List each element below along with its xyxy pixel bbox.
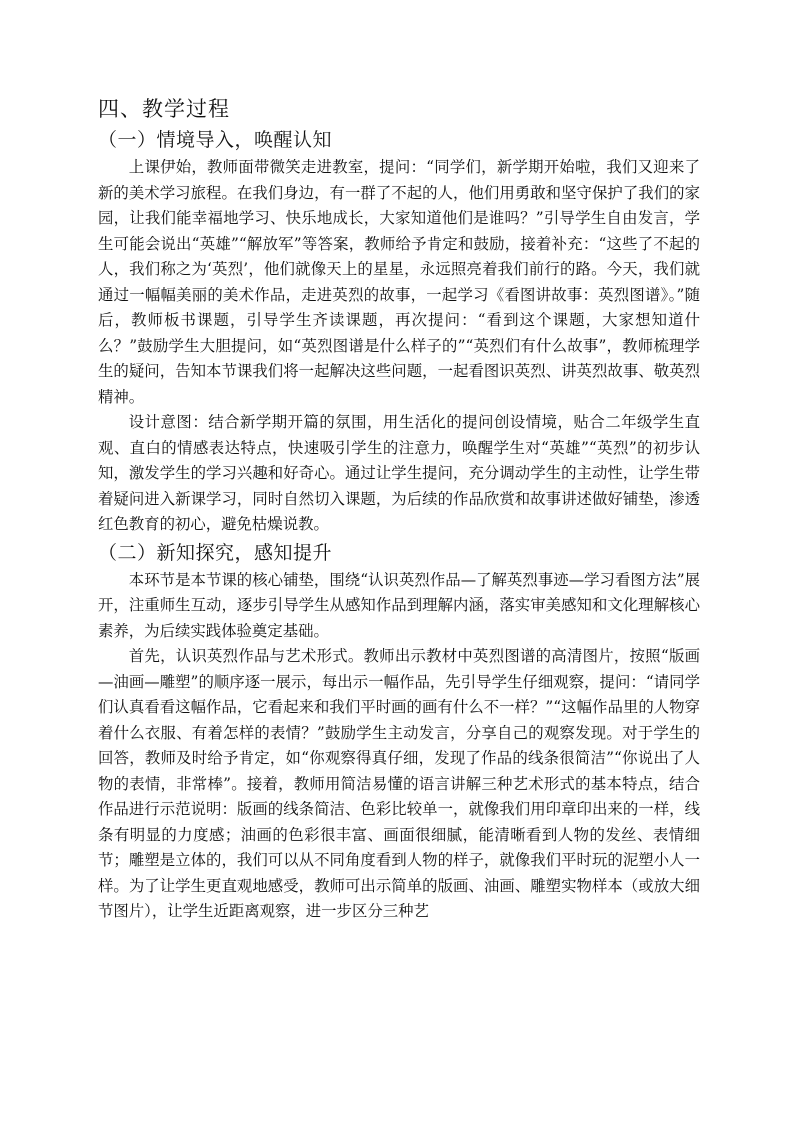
section-heading: 四、教学过程 <box>98 97 230 121</box>
page-content <box>98 93 700 925</box>
paragraph-design-intent: 设计意图：结合新学期开篇的氛围，用生活化的提问创设情境，贴合二年级学生直观、直白的情感表达特点，快速吸引学生的注意力，唤醒学生对“英雄”“英烈”的初步认知，激发学生的学习兴趣和好奇心。通过让学生提问，充分调动学生的主动性，让学生带着疑问进入新课学习，同时自然切入课题，为后续的作品欣赏和故事讲述做好铺垫，渗透红色教育的初心，避免枯燥说教。 <box>98 413 700 533</box>
subsection-heading-1: （一）情境导入，唤醒认知 <box>98 129 333 151</box>
paragraph-artwork-forms: 首先，认识英烈作品与艺术形式。教师出示教材中英烈图谱的高清图片，按照“版画—油画—雕塑”的顺序逐一展示，每出示一幅作品，先引导学生仔细观察，提问：“请同学们认真看看这幅作品，它看起来和我们平时画的画有什么不一样？”“这幅作品里的人物穿着什么衣服、有着怎样的表情？”鼓励学生主动发言，分享自己的观察发现。对于学生的回答，教师及时给予肯定，如“你观察得真仔细，发现了作品的线条很简洁”“你说出了人物的表情，非常棒”。接着，教师用简洁易懂的语言讲解三种艺术形式的基本特点，结合作品进行示范说明：版画的线条简洁、色彩比较单一，就像我们用印章印出来的一样，线条有明显的力度感；油画的色彩很丰富、画面很细腻，能清晰看到人物的发丝、表情细节；雕塑是立体的，我们可以从不同角度看到人物的样子，就像我们平时玩的泥塑小人一样。为了让学生更直观地感受，教师可出示简单的版画、油画、雕塑实物样本（或放大细节图片），让学生近距离观察，进一步区分三种艺 <box>98 647 700 920</box>
paragraph-core-section: 本环节是本节课的核心铺垫，围绕“认识英烈作品—了解英烈事迹—学习看图方法”展开，注重师生互动，逐步引导学生从感知作品到理解内涵，落实审美感知和文化理解核心素养，为后续实践体验奠定基础。 <box>98 570 700 640</box>
subsection-heading-2: （二）新知探究，感知提升 <box>98 541 333 564</box>
paragraph-intro-classroom: 上课伊始，教师面带微笑走进教室，提问：“同学们，新学期开始啦，我们又迎来了新的美术学习旅程。在我们身边，有一群了不起的人，他们用勇敢和坚守保护了我们的家园，让我们能幸福地学习、快乐地成长，大家知道他们是谁吗？”引导学生自由发言，学生可能会说出“英雄”“解放军”等答案，教师给予肯定和鼓励，接着补充：“这些了不起的人，我们称之为‘英烈’，他们就像天上的星星，永远照亮着我们前行的路。今天，我们就通过一幅幅美丽的美术作品，走进英烈的故事，一起学习《看图讲故事：英烈图谱》。”随后，教师板书课题，引导学生齐读课题，再次提问：“看到这个课题，大家想知道什么？”鼓励学生大胆提问，如“英烈图谱是什么样子的”“英烈们有什么故事”，教师梳理学生的疑问，告知本节课我们将一起解决这些问题，一起看图识英烈、讲英烈故事、敬英烈精神。 <box>98 158 700 406</box>
